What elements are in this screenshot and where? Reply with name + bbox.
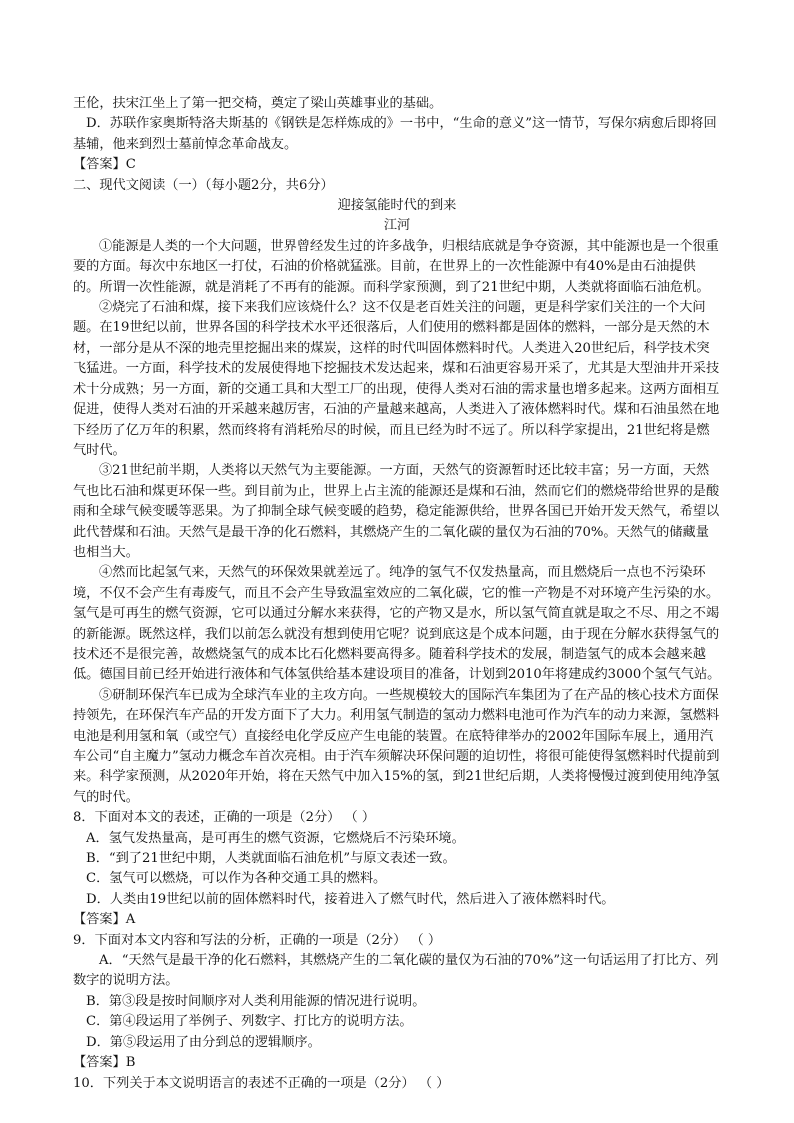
- question-8-option-c: C．氢气可以燃烧，可以作为各种交通工具的燃料。: [86, 871, 387, 887]
- question-8-answer: 【答案】A: [73, 912, 136, 928]
- question-8-stem: 8．下面对本文的表述，正确的一项是（2分） （ ）: [73, 810, 376, 826]
- question-9-option-b: B．第③段是按时间顺序对人类利用能源的情况进行说明。: [86, 993, 426, 1009]
- question-10-stem: 10．下列关于本文说明语言的表述不正确的一项是（2分） （ ）: [73, 1075, 450, 1091]
- question-9-option-c: C．第④段运用了举例子、列数字、打比方的说明方法。: [86, 1014, 413, 1030]
- question-8-option-a: A．氢气发热量高，是可再生的燃气资源，它燃烧后不污染环境。: [86, 830, 465, 846]
- question-9-option-a: A．“天然气是最干净的化石燃料，其燃烧产生的二氧化碳的量仅为石油的70%”这一句话运用了打比方、列数字的说明方法。: [73, 953, 719, 989]
- paragraph-3: ③21世纪前半期，人类将以天然气为主要能源。一方面，天然气的资源暂时还比较丰富；另一方面，天然气也比石油和煤更环保一些。到目前为止，世界上占主流的能源还是煤和石油，然而它们的燃烧带给世界的是酸雨和全球气候变暖等恶果。为了抑制全球气候变暖的趋势，稳定能源供给，世界各国已开始开发天然气，希望以此代替煤和石油。天然气是最干净的化石燃料，其燃烧产生的二氧化碳的量仅为石油的70%。天然气的储藏量也相当大。: [73, 463, 720, 560]
- question-8-option-d: D．人类由19世纪以前的固体燃料时代，接着进入了燃气时代，然后进入了液体燃料时代。: [86, 891, 615, 907]
- previous-answer: 【答案】C: [73, 157, 136, 173]
- section-heading: 二、现代文阅读（一）（每小题2分，共6分）: [73, 177, 334, 193]
- question-9-option-d: D．第⑤段运用了由分到总的逻辑顺序。: [86, 1034, 321, 1050]
- question-8-option-b: B．“到了21世纪中期，人类就面临石油危机”与原文表述一致。: [86, 851, 456, 867]
- previous-question-tail: 王伦，扶宋江坐上了第一把交椅，奠定了梁山英雄事业的基础。: [73, 96, 443, 111]
- paragraph-4: ④然而比起氢气来，天然气的环保效果就差远了。纯净的氢气不仅发热量高，而且燃烧后一点也不污染环境，不仅不会产生有毒废气，而且不会产生导致温室效应的二氧化碳，它的惟一产物是不对环境产生污染的水。氢气是可再生的燃气资源，它可以通过分解水来获得，它的产物又是水，所以氢气简直就是取之不尽、用之不竭的新能源。既然这样，我们以前怎么就没有想到使用它呢？说到底这是个成本问题，由于现在分解水获得氢气的技术还不是很完善，故燃烧氢气的成本比石化燃料要高得多。随着科学技术的发展，制造氢气的成本会越来越低。德国目前已经开始进行液体和气体氢供给基本建设项目的准备，计划到2010年将建成约3000个氢气气站。: [73, 565, 721, 683]
- question-9-answer: 【答案】B: [73, 1055, 136, 1071]
- previous-option-d: D．苏联作家奥斯特洛夫斯基的《钢铁是怎样炼成的》一书中，“生命的意义”这一情节，写保尔病愈后即将回基辅，他来到烈士墓前悼念革命战友。: [73, 116, 717, 152]
- question-9-stem: 9．下面对本文内容和写法的分析，正确的一项是（2分） （ ）: [73, 932, 442, 948]
- paragraph-2: ②烧完了石油和煤，接下来我们应该烧什么？这不仅是老百姓关注的问题，更是科学家们关注的一个大问题。在19世纪以前，世界各国的科学技术水平还很落后，人们使用的燃料都是固体的燃料，一部分是天然的木材，一部分是从不深的地壳里挖掘出来的煤炭，这样的时代叫固体燃料时代。人类进入20世纪后，科学技术突飞猛进。一方面，科学技术的发展使得地下挖掘技术发达起来，煤和石油更容易开采了，尤其是大型油井开采技术十分成熟；另一方面，新的交通工具和大型工厂的出现，使得人类对石油的需求量也增多起来。这两方面相互促进，使得人类对石油的开采越来越厉害，石油的产量越来越高，人类进入了液体燃料时代。煤和石油虽然在地下经历了亿万年的积累，然而终将有消耗殆尽的时候，而且已经为时不远了。所以科学家提出，21世纪将是燃气时代。: [73, 300, 720, 458]
- paragraph-5: ⑤研制环保汽车已成为全球汽车业的主攻方向。一些规模较大的国际汽车集团为了在产品的核心技术方面保持领先，在环保汽车产品的开发方面下了大力。利用氢气制造的氢动力燃料电池可作为汽车的动力来源，氢燃料电池是利用氢和氧（或空气）直接经电化学反应产生电能的装置。在底特律举办的2002年国际车展上，通用汽车公司“自主魔力”氢动力概念车首次亮相。由于汽车须解决环保问题的迫切性，将很可能使得氢燃料时代提前到来。科学家预测，从2020年开始，将在天然气中加入15%的氢，到21世纪后期，人类将慢慢过渡到使用纯净氢气的时代。: [73, 687, 720, 805]
- article-author: 江河: [383, 218, 411, 234]
- document-page: [73, 94, 721, 1094]
- paragraph-1: ①能源是人类的一个大问题，世界曾经发生过的许多战争，归根结底就是争夺资源，其中能源也是一个很重要的方面。每次中东地区一打仗，石油的价格就猛涨。目前，在世界上的一次性能源中有40%是由石油提供的。所谓一次性能源，就是消耗了不再有的能源。而科学家预测，到了21世纪中期，人类就将面临石油危机。: [73, 238, 719, 295]
- article-title: 迎接氢能时代的到来: [337, 198, 457, 214]
